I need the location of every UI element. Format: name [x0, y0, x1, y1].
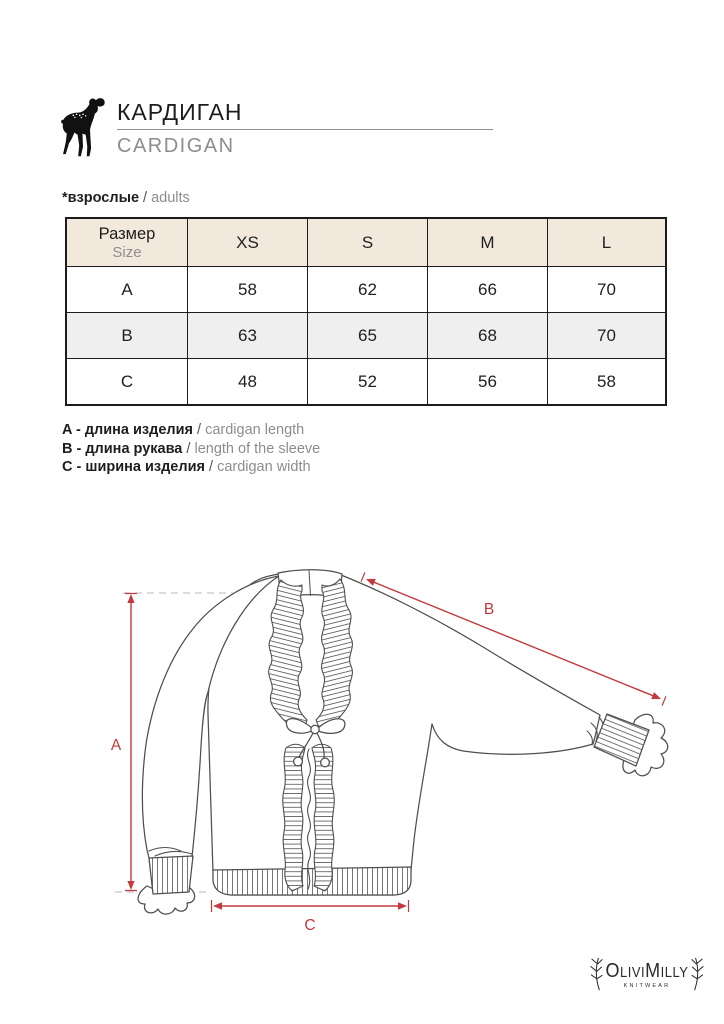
- legend-item-a: [62, 421, 320, 440]
- note-separator: /: [143, 190, 148, 206]
- legend-b-ru: B - длина рукава: [62, 440, 183, 457]
- cell-value: 48: [188, 359, 308, 406]
- page-title: КАРДИГАН: [117, 99, 243, 125]
- brand-text: [606, 960, 689, 989]
- dimension-c-arrow: [212, 900, 409, 912]
- row-label: B: [66, 313, 188, 359]
- legend-separator: /: [186, 440, 191, 457]
- legend-b-en: length of the sleeve: [194, 440, 321, 457]
- placket-left-band: [283, 744, 305, 891]
- row-label: A: [66, 267, 188, 313]
- table-row: [66, 313, 666, 359]
- legend-separator: /: [209, 459, 214, 475]
- cardigan-drawing: [138, 570, 668, 914]
- brand-name: OliviMilly: [605, 958, 689, 981]
- size-table: [65, 217, 667, 406]
- legend-c-ru: C - ширина изделия: [62, 459, 205, 475]
- dimension-a-arrow: [125, 594, 137, 891]
- label-c: C: [304, 917, 316, 934]
- cell-value: 52: [308, 359, 428, 406]
- cell-value: 58: [188, 267, 308, 313]
- column-header-s: S: [308, 218, 428, 267]
- cell-value: 63: [188, 313, 308, 359]
- column-header-xs: XS: [188, 218, 308, 267]
- audience-note-en: adults: [151, 190, 190, 206]
- laurel-sprig-right-icon: [691, 956, 704, 992]
- column-header-m: M: [428, 218, 548, 267]
- corner-label-en: Size: [112, 243, 142, 261]
- cell-value: 66: [428, 267, 548, 313]
- label-b: B: [483, 601, 495, 618]
- table-row: [66, 359, 666, 406]
- legend-item-c: [62, 458, 320, 477]
- hem-band: [213, 867, 411, 895]
- legend-item-b: [62, 440, 320, 459]
- cell-value: 56: [428, 359, 548, 406]
- size-table-header-row: [66, 218, 666, 267]
- page-title-block: [117, 99, 493, 158]
- cell-value: 58: [548, 359, 667, 406]
- audience-note-ru: *взрослые: [62, 190, 140, 206]
- left-cuff: [149, 856, 193, 894]
- page-subtitle: CARDIGAN: [117, 135, 235, 157]
- cell-value: 62: [308, 267, 428, 313]
- measurement-legend: [62, 421, 320, 477]
- cell-value: 70: [548, 313, 667, 359]
- audience-note: [62, 190, 190, 206]
- cell-value: 70: [548, 267, 667, 313]
- cardigan-body: [208, 571, 600, 895]
- brand-subtitle: KNITWEAR: [623, 982, 671, 989]
- row-label: C: [66, 359, 188, 406]
- legend-a-en: cardigan length: [205, 422, 305, 438]
- legend-c-en: cardigan width: [217, 459, 311, 475]
- legend-separator: /: [197, 422, 202, 438]
- legend-a-ru: A - длина изделия: [62, 422, 193, 438]
- corner-label-ru: Размер: [98, 224, 156, 243]
- table-row: [66, 267, 666, 313]
- deer-logo-icon: [56, 97, 110, 159]
- brand-logo: [581, 956, 713, 992]
- label-a: A: [110, 737, 122, 754]
- title-divider: [117, 129, 493, 130]
- cell-value: 65: [308, 313, 428, 359]
- size-table-corner-cell: [66, 218, 188, 267]
- cell-value: 68: [428, 313, 548, 359]
- column-header-l: L: [548, 218, 667, 267]
- cardigan-diagram: [95, 552, 707, 984]
- laurel-sprig-left-icon: [590, 956, 603, 992]
